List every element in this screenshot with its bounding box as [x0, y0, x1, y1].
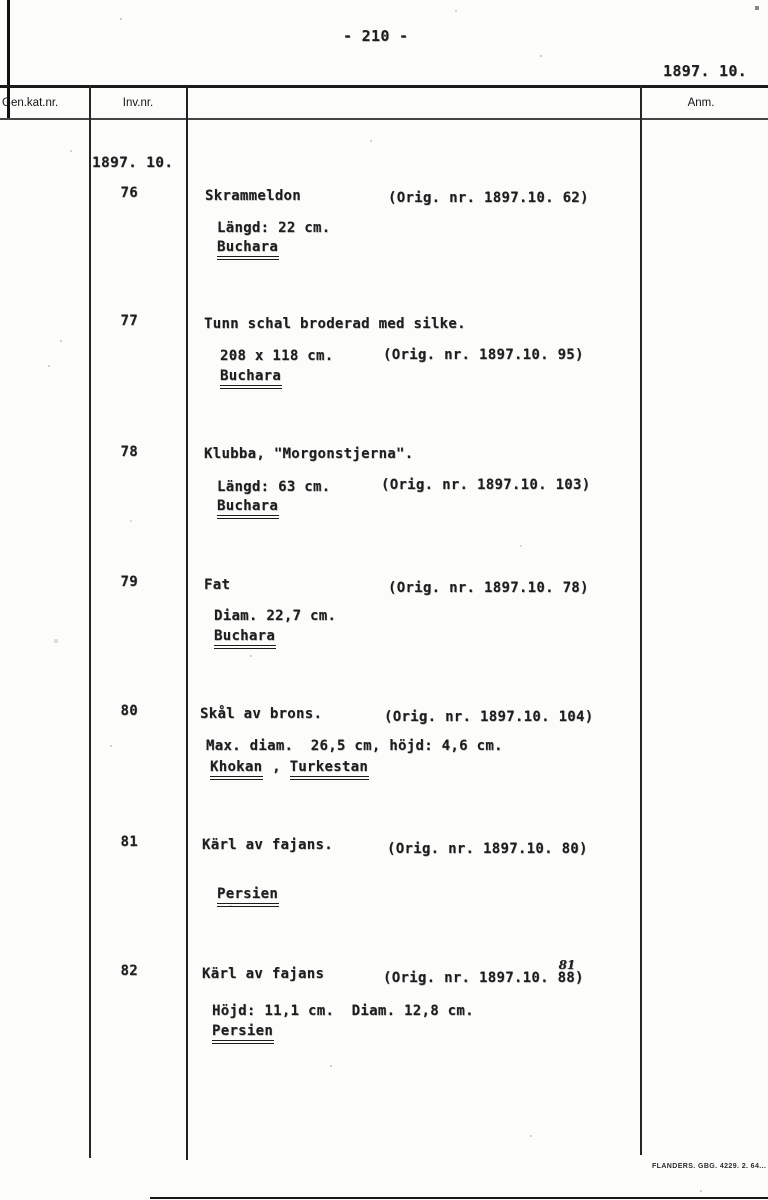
entry-title: Tunn schal broderad med silke. — [204, 316, 466, 332]
entry-orig-nr: (Orig. nr. 1897.10. 78) — [388, 580, 589, 596]
entry-orig-nr: (Orig. nr. 1897.10. 62) — [388, 190, 589, 206]
entry-origin-region: Turkestan — [290, 759, 370, 780]
page-bottom-rule — [150, 1197, 768, 1199]
page-number: - 210 - — [343, 27, 409, 45]
entry-orig-nr-prefix: (Orig. nr. 1897.10. — [383, 970, 558, 986]
entry-origin: Persien — [212, 1023, 274, 1044]
printer-code: FLANDERS. GBG. 4229. 2. 64... — [652, 1163, 767, 1170]
year-label-top-right: 1897. 10. — [663, 62, 747, 80]
entry-title: Kärl av fajans — [202, 966, 325, 982]
column-divider-1 — [89, 85, 91, 1158]
entry-title: Skål av brons. — [200, 706, 323, 722]
entry-inv-nr: 77 — [120, 313, 138, 329]
entry-dimensions: Diam. 22,7 cm. — [214, 608, 337, 624]
column-header-inv-nr: Inv.nr. — [122, 97, 154, 109]
entry-origin: Buchara — [214, 628, 276, 649]
column-header-gen-kat-nr: Gen.kat.nr. — [2, 97, 59, 109]
column-divider-2 — [186, 85, 188, 1160]
entry-origin: Buchara — [220, 368, 282, 389]
entry-title: Kärl av fajans. — [202, 837, 333, 853]
entry-origin: Buchara — [217, 239, 279, 260]
entry-orig-nr: (Orig. nr. 1897.10. 80) — [387, 841, 588, 857]
column-divider-3 — [640, 85, 642, 1155]
entry-title: Klubba, "Morgonstjerna". — [204, 446, 414, 462]
entry-origin: Khokan — [210, 759, 263, 780]
table-top-rule — [0, 85, 768, 88]
entry-orig-nr-handwritten-correction: 81 — [558, 958, 576, 972]
entry-orig-nr: (Orig. nr. 1897.10. 95) — [383, 347, 584, 363]
entry-inv-nr: 82 — [120, 963, 138, 979]
entry-orig-nr: (Orig. nr. 1897.10. 103) — [381, 477, 591, 493]
entry-inv-nr: 78 — [120, 444, 138, 460]
entry-dimensions: Höjd: 11,1 cm. Diam. 12,8 cm. — [212, 1003, 474, 1019]
entry-orig-nr-line — [383, 958, 584, 986]
entry-dimensions: Längd: 63 cm. — [217, 479, 331, 495]
entry-orig-nr-suffix: ) — [575, 970, 584, 986]
entry-inv-nr: 76 — [120, 185, 138, 201]
entry-inv-nr: 81 — [120, 834, 138, 850]
column-header-anm: Anm. — [687, 97, 715, 109]
entry-origin-line — [210, 759, 369, 775]
entry-dimensions: 208 x 118 cm. — [220, 348, 334, 364]
entry-title: Skrammeldon — [205, 188, 302, 204]
entry-dimensions: Max. diam. 26,5 cm, höjd: 4,6 cm. — [206, 738, 503, 754]
entry-title: Fat — [204, 577, 231, 593]
entry-origin: Persien — [217, 886, 279, 907]
scan-noise-speckles — [0, 0, 2, 2]
entry-inv-nr: 80 — [120, 703, 138, 719]
header-bottom-rule — [0, 118, 768, 120]
entry-orig-nr-corrected — [557, 958, 576, 986]
entry-dimensions: Längd: 22 cm. — [217, 220, 331, 236]
entry-origin-separator: , — [263, 759, 290, 775]
entry-orig-nr: (Orig. nr. 1897.10. 104) — [384, 709, 594, 725]
entry-origin: Buchara — [217, 498, 279, 519]
entry-inv-nr: 79 — [120, 574, 138, 590]
entry-orig-nr-typed: 88 — [557, 970, 576, 986]
group-year-label: 1897. 10. — [92, 155, 174, 171]
